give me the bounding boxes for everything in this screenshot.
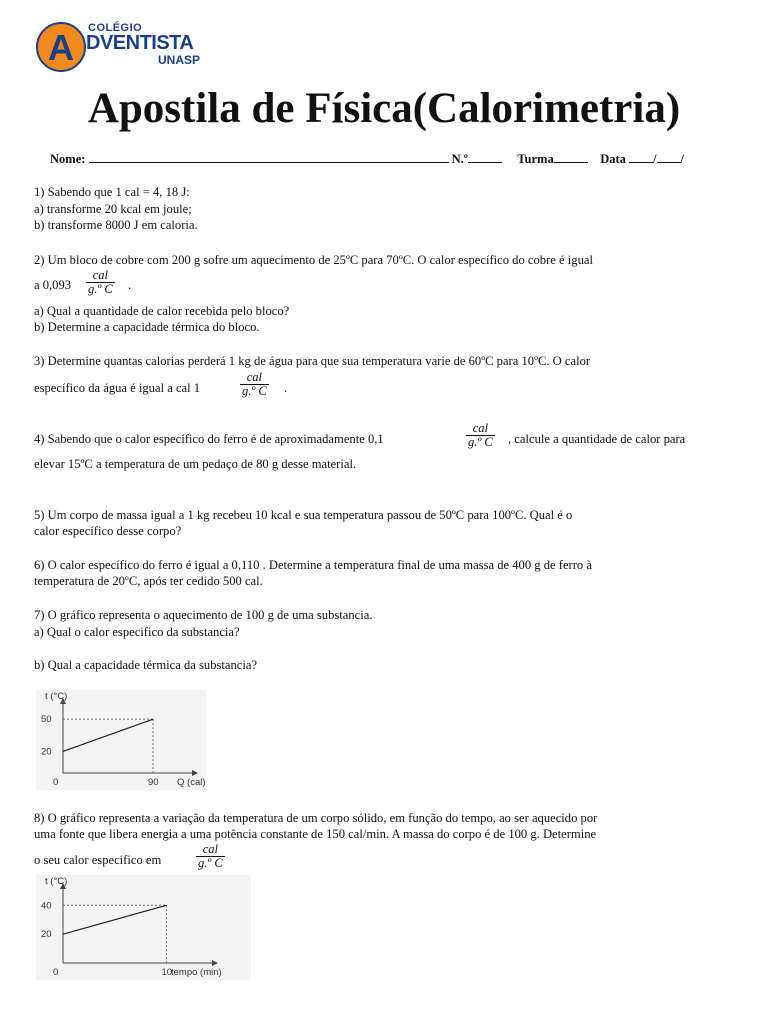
fraction-denominator: g.º C [88,282,113,296]
q2-value: a 0,093 [34,278,72,292]
q3-dot: . [284,381,288,395]
q7-item-b: b) Qual a capacidade térmica da substancia? [34,658,258,672]
q6-line1: 6) O calor específico do ferro é igual a 0,110 . Determine a temperatura final de uma massa de 400 g de ferro à [34,558,592,572]
date-label: Data [600,152,626,166]
x-axis-label: tempo (min) [171,967,222,978]
name-field[interactable] [89,151,449,163]
q4-unit-fraction [466,422,495,449]
name-label: Nome: [50,152,86,166]
q5-line1: 5) Um corpo de massa igual a 1 kg recebeu 10 kcal e sua temperatura passou de 50ºC para 100ºC. Qual é o [34,508,573,522]
class-label: Turma [517,152,554,166]
x-axis-label: Q (cal) [177,777,206,788]
chart-background [36,875,251,980]
fraction-numerator: cal [246,370,262,384]
y-tick-label: 40 [41,900,52,912]
x-tick-label: 10 [161,967,173,978]
q6-line2: temperatura de 20ºC, após ter cedido 500 cal. [34,574,263,588]
q2-stem: 2) Um bloco de cobre com 200 g sofre um aquecimento de 25ºC para 70ºC. O calor específico do cobre é igual [34,253,593,267]
q3-unit-fraction [240,371,269,398]
y-tick-label: 20 [41,929,52,941]
q8-line2: uma fonte que libera energia a uma potência constante de 150 cal/min. A massa do corpo é de 100 g. Determine [34,827,597,841]
number-label: N.º [451,152,468,166]
q2-dot: . [128,278,132,292]
q2-unit-fraction [86,269,115,296]
q1-item-a: a) transforme 20 kcal em joule; [34,202,192,216]
q3-stem: 3) Determine quantas calorias perderá 1 kg de água para que sua temperatura varie de 60ºC para 10ºC. O calor [34,354,591,368]
q2-item-b: b) Determine a capacidade térmica do bloco. [34,320,260,334]
chart-background [36,690,206,790]
q7-stem: 7) O gráfico representa o aquecimento de 100 g de uma substancia. [34,608,373,622]
q1-item-b: b) transforme 8000 J em caloria. [34,218,198,232]
fraction-denominator: g.º C [198,856,223,870]
q5-line2: calor específico desse corpo? [34,524,182,538]
q7-item-a: a) Qual o calor especifico da substancia? [34,625,240,639]
logo-line1: COLÉGIO [88,22,143,34]
date-month-field[interactable] [657,151,681,163]
q4-stem-a: 4) Sabendo que o calor específico do ferro é de aproximadamente 0,1 [34,432,384,446]
q1-stem: 1) Sabendo que 1 cal = 4, 18 J: [34,185,190,199]
y-axis-label: t (°C) [45,876,68,887]
date-day-field[interactable] [629,151,653,163]
number-field[interactable] [468,151,502,163]
logo-line2: DVENTISTA [86,32,194,54]
q8-unit-fraction [196,843,225,870]
origin-tick-label: 0 [53,777,59,788]
y-tick-label: 50 [41,714,52,726]
q8-line3: o seu calor especifico em [34,853,162,867]
logo-letter: A [48,27,74,68]
date-separator: / [680,152,684,166]
temperature-heat-chart [36,690,206,790]
q4-stem-b: , calcule a quantidade de calor para [508,432,686,446]
x-tick-label: 90 [148,777,159,788]
y-tick-label: 20 [41,746,52,758]
fraction-numerator: cal [202,842,218,856]
class-field[interactable] [554,151,588,163]
fraction-denominator: g.º C [468,435,493,449]
q3-line2: específico da água é igual a cal 1 [34,381,201,395]
date-separator: / [653,152,657,166]
page-title: Apostila de Física(Calorimetria) [87,85,681,132]
temperature-time-chart [36,875,251,980]
school-logo [34,20,214,74]
origin-tick-label: 0 [53,967,59,978]
student-info-line [50,151,684,167]
q8-line1: 8) O gráfico representa a variação da temperatura de um corpo sólido, em função do tempo, ao ser aquecido por [34,811,598,825]
y-axis-label: t (°C) [45,691,68,702]
fraction-denominator: g.º C [242,384,267,398]
q2-item-a: a) Qual a quantidade de calor recebida pelo bloco? [34,304,290,318]
logo-line3: UNASP [158,53,201,67]
fraction-numerator: cal [92,268,108,282]
fraction-numerator: cal [472,421,488,435]
q4-line2: elevar 15ºC a temperatura de um pedaço de 80 g desse material. [34,457,357,471]
